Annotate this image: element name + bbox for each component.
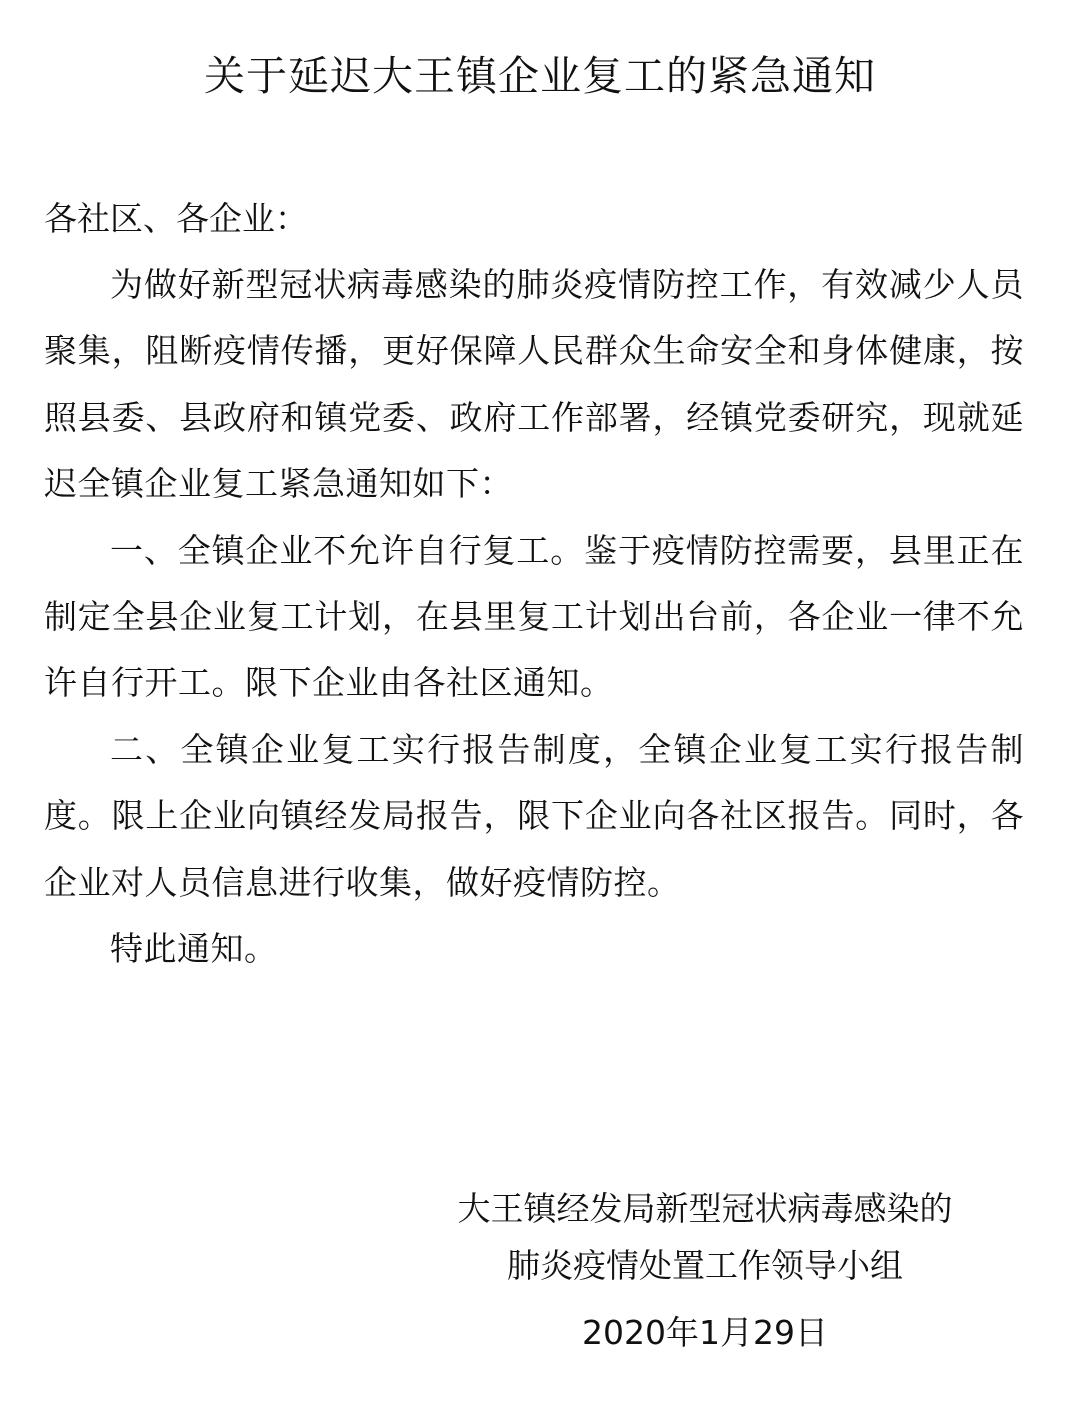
document-title: 关于延迟大王镇企业复工的紧急通知 xyxy=(204,52,876,100)
paragraph-intro: 为做好新型冠状病毒感染的肺炎疫情防控工作，有效减少人员聚集，阻断疫情传播，更好保障人民群众生命安全和身体健康，按照县委、县政府和镇党委、政府工作部署，经镇党委研究，现就延迟全镇企业复工紧急通知如下： xyxy=(44,265,1024,504)
signature-org-line-1: 大王镇经发局新型冠状病毒感染的 xyxy=(457,1189,953,1228)
paragraph-closing: 特此通知。 xyxy=(110,929,278,969)
paragraph-item-2: 二、全镇企业复工实行报告制度，全镇企业复工实行报告制度。限上企业向镇经发局报告，限下企业向各社区报告。同时，各企业对人员信息进行收集，做好疫情防控。 xyxy=(44,729,1024,902)
salutation: 各社区、各企业： xyxy=(44,199,308,238)
signature-date: 2020年1月29日 xyxy=(582,1313,828,1352)
document-body xyxy=(44,252,1024,982)
signature-block xyxy=(380,1180,1030,1361)
signature-org-line-2: 肺炎疫情处置工作领导小组 xyxy=(507,1246,903,1285)
paragraph-item-1: 一、全镇企业不允许自行复工。鉴于疫情防控需要，县里正在制定全县企业复工计划，在县里复工计划出台前，各企业一律不允许自行开工。限下企业由各社区通知。 xyxy=(44,530,1024,703)
